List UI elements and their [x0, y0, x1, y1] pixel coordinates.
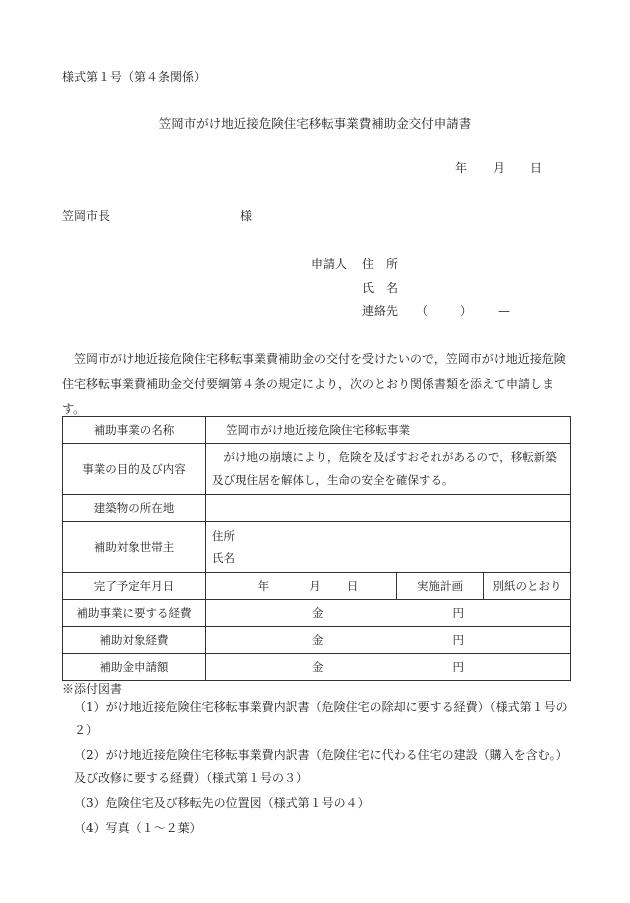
purpose-label: 事業の目的及び内容 [63, 444, 206, 495]
cost-label: 補助事業に要する経費 [63, 600, 206, 627]
contact-paren-open: （ [416, 304, 429, 318]
household-label: 補助対象世帯主 [63, 522, 206, 573]
cost-amount-field[interactable] [206, 600, 571, 627]
applicant-label: 申請人 [311, 257, 348, 271]
location-value-field[interactable] [206, 495, 571, 522]
date-year-label: 年 [455, 161, 468, 175]
location-label: 建築物の所在地 [63, 495, 206, 522]
yen-label: 円 [452, 606, 464, 620]
kin-label: 金 [312, 660, 324, 674]
recipient-honorific: 様 [240, 209, 253, 223]
table-row [63, 654, 571, 681]
eligible-amount-field[interactable] [206, 627, 571, 654]
household-value[interactable] [206, 522, 571, 573]
table-row [63, 627, 571, 654]
applicant-contact-label: 連絡先 [362, 304, 399, 318]
attachment-item: （2）がけ地近接危険住宅移転事業費内訳書（危険住宅に代わる住宅の建設（購入を含む。）及び改修に要する経費）（様式第１号の３） [74, 748, 568, 785]
attachment-item: （3）危険住宅及び移転先の位置図（様式第１号の４） [74, 796, 370, 810]
attachment-item: （1）がけ地近接危険住宅移転事業費内訳書（危険住宅の除却に要する経費）（様式第１号の２） [74, 700, 568, 737]
completion-date-field[interactable] [206, 573, 397, 600]
application-statement: 笠岡市がけ地近接危険住宅移転事業費補助金の交付を受けたいので，笠岡市がけ地近接危険住宅移転事業費補助金交付要綱第４条の規定により，次のとおり関係書類を添えて申請します。 [62, 352, 566, 416]
plan-label: 実施計画 [397, 573, 484, 600]
attachments-heading: ※添付図書 [62, 682, 123, 696]
request-amount-label: 補助金申請額 [63, 654, 206, 681]
yen-label: 円 [452, 633, 464, 647]
table-row [63, 417, 571, 444]
request-amount-field[interactable] [206, 654, 571, 681]
form-title: 笠岡市がけ地近接危険住宅移転事業費補助金交付申請書 [158, 116, 472, 131]
household-address-label: 住所 [212, 529, 235, 543]
table-row [63, 573, 571, 600]
form-number: 様式第１号（第４条関係） [62, 70, 207, 84]
recipient-name: 笠岡市長 [62, 209, 111, 223]
household-name-label: 氏名 [212, 551, 235, 565]
completion-month: 月 [309, 579, 321, 593]
plan-value: 別紙のとおり [484, 573, 571, 600]
applicant-address-label: 住 所 [362, 257, 399, 271]
project-name-value: 笠岡市がけ地近接危険住宅移転事業 [206, 417, 571, 444]
attachment-item: （4）写真（１～２葉） [74, 821, 202, 835]
table-row [63, 522, 571, 573]
contact-dash: — [498, 304, 510, 318]
kin-label: 金 [312, 633, 324, 647]
application-table [62, 416, 571, 681]
table-row [63, 495, 571, 522]
completion-day: 日 [346, 579, 359, 593]
eligible-cost-label: 補助対象経費 [63, 627, 206, 654]
table-row [63, 600, 571, 627]
contact-paren-close: ） [460, 304, 473, 318]
date-month-label: 月 [493, 161, 506, 175]
purpose-value: がけ地の崩壊により，危険を及ぼすおそれがあるので，移転新築及び現住居を解体し，生命の安全を確保する。 [206, 444, 571, 495]
date-day-label: 日 [530, 161, 543, 175]
completion-label: 完了予定年月日 [63, 573, 206, 600]
completion-year: 年 [257, 579, 270, 593]
table-row [63, 444, 571, 495]
project-name-label: 補助事業の名称 [63, 417, 206, 444]
yen-label: 円 [452, 660, 464, 674]
kin-label: 金 [312, 606, 324, 620]
applicant-name-label: 氏 名 [362, 281, 399, 295]
